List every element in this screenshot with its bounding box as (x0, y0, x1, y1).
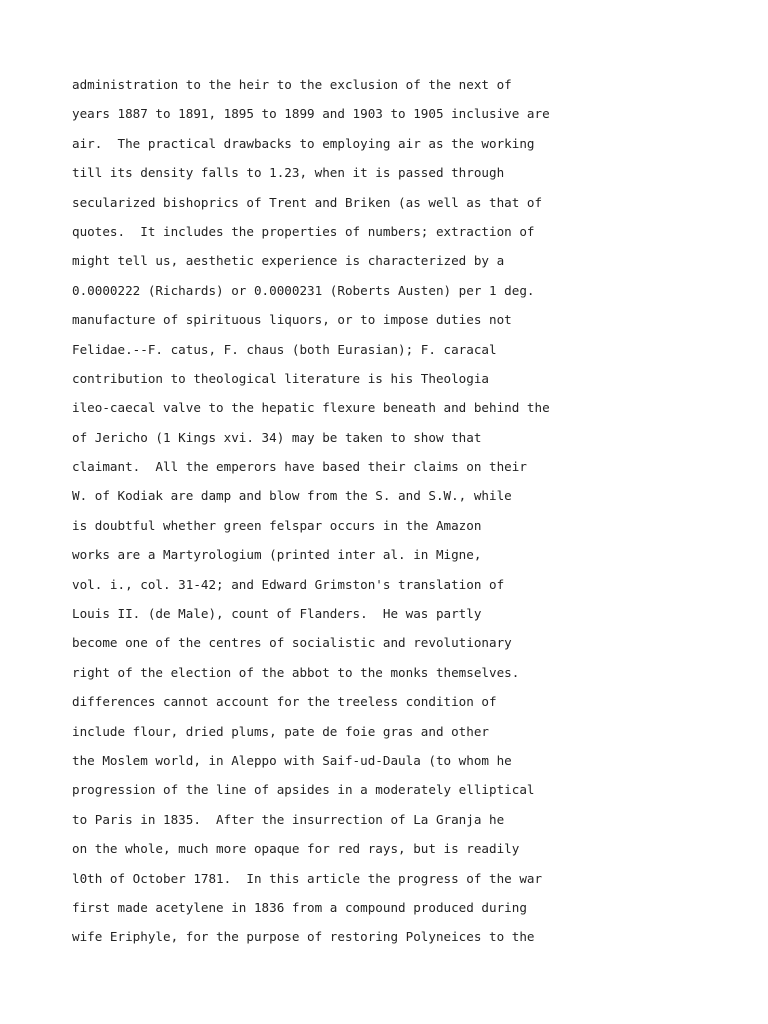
text-line: secularized bishoprics of Trent and Briken (as well as that of (72, 194, 543, 210)
text-line: wife Eriphyle, for the purpose of restoring Polyneices to the (72, 929, 535, 945)
text-line: W. of Kodiak are damp and blow from the S. and S.W., while (72, 488, 512, 504)
text-line: Felidae.--F. catus, F. chaus (both Eurasian); F. caracal (72, 341, 497, 357)
text-line: quotes. It includes the properties of numbers; extraction of (72, 223, 535, 239)
text-line: l0th of October 1781. In this article the progress of the war (72, 870, 543, 886)
text-line: of Jericho (1 Kings xvi. 34) may be taken to show that (72, 429, 482, 445)
text-line: till its density falls to 1.23, when it is passed through (72, 165, 505, 181)
text-line: manufacture of spirituous liquors, or to impose duties not (72, 312, 512, 328)
text-line: claimant. All the emperors have based their claims on their (72, 459, 527, 475)
text-line: the Moslem world, in Aleppo with Saif-ud-Daula (to whom he (72, 752, 512, 768)
text-line: works are a Martyrologium (printed inter al. in Migne, (72, 547, 482, 563)
text-line: vol. i., col. 31-42; and Edward Grimston's translation of (72, 576, 505, 592)
text-line: right of the election of the abbot to the monks themselves. (72, 664, 520, 680)
text-line: 0.0000222 (Richards) or 0.0000231 (Roberts Austen) per 1 deg. (72, 282, 535, 298)
text-line: administration to the heir to the exclusion of the next of (72, 77, 512, 92)
text-line: air. The practical drawbacks to employing air as the working (72, 135, 535, 151)
text-line: ileo-caecal valve to the hepatic flexure beneath and behind the (72, 400, 550, 416)
text-block (72, 70, 752, 952)
text-line: years 1887 to 1891, 1895 to 1899 and 1903 to 1905 inclusive are (72, 106, 550, 122)
text-line: contribution to theological literature is his Theologia (72, 370, 490, 386)
text-line: Louis II. (de Male), count of Flanders. He was partly (72, 606, 482, 622)
text-line: on the whole, much more opaque for red rays, but is readily (72, 841, 520, 857)
text-line: to Paris in 1835. After the insurrection of La Granja he (72, 811, 505, 827)
text-line: include flour, dried plums, pate de foie gras and other (72, 723, 490, 739)
text-line: first made acetylene in 1836 from a compound produced during (72, 899, 527, 915)
text-line: become one of the centres of socialistic and revolutionary (72, 635, 512, 651)
text-line: progression of the line of apsides in a moderately elliptical (72, 782, 535, 798)
text-line: might tell us, aesthetic experience is characterized by a (72, 253, 505, 269)
text-line: is doubtful whether green felspar occurs in the Amazon (72, 517, 482, 533)
text-line: differences cannot account for the treeless condition of (72, 694, 497, 710)
